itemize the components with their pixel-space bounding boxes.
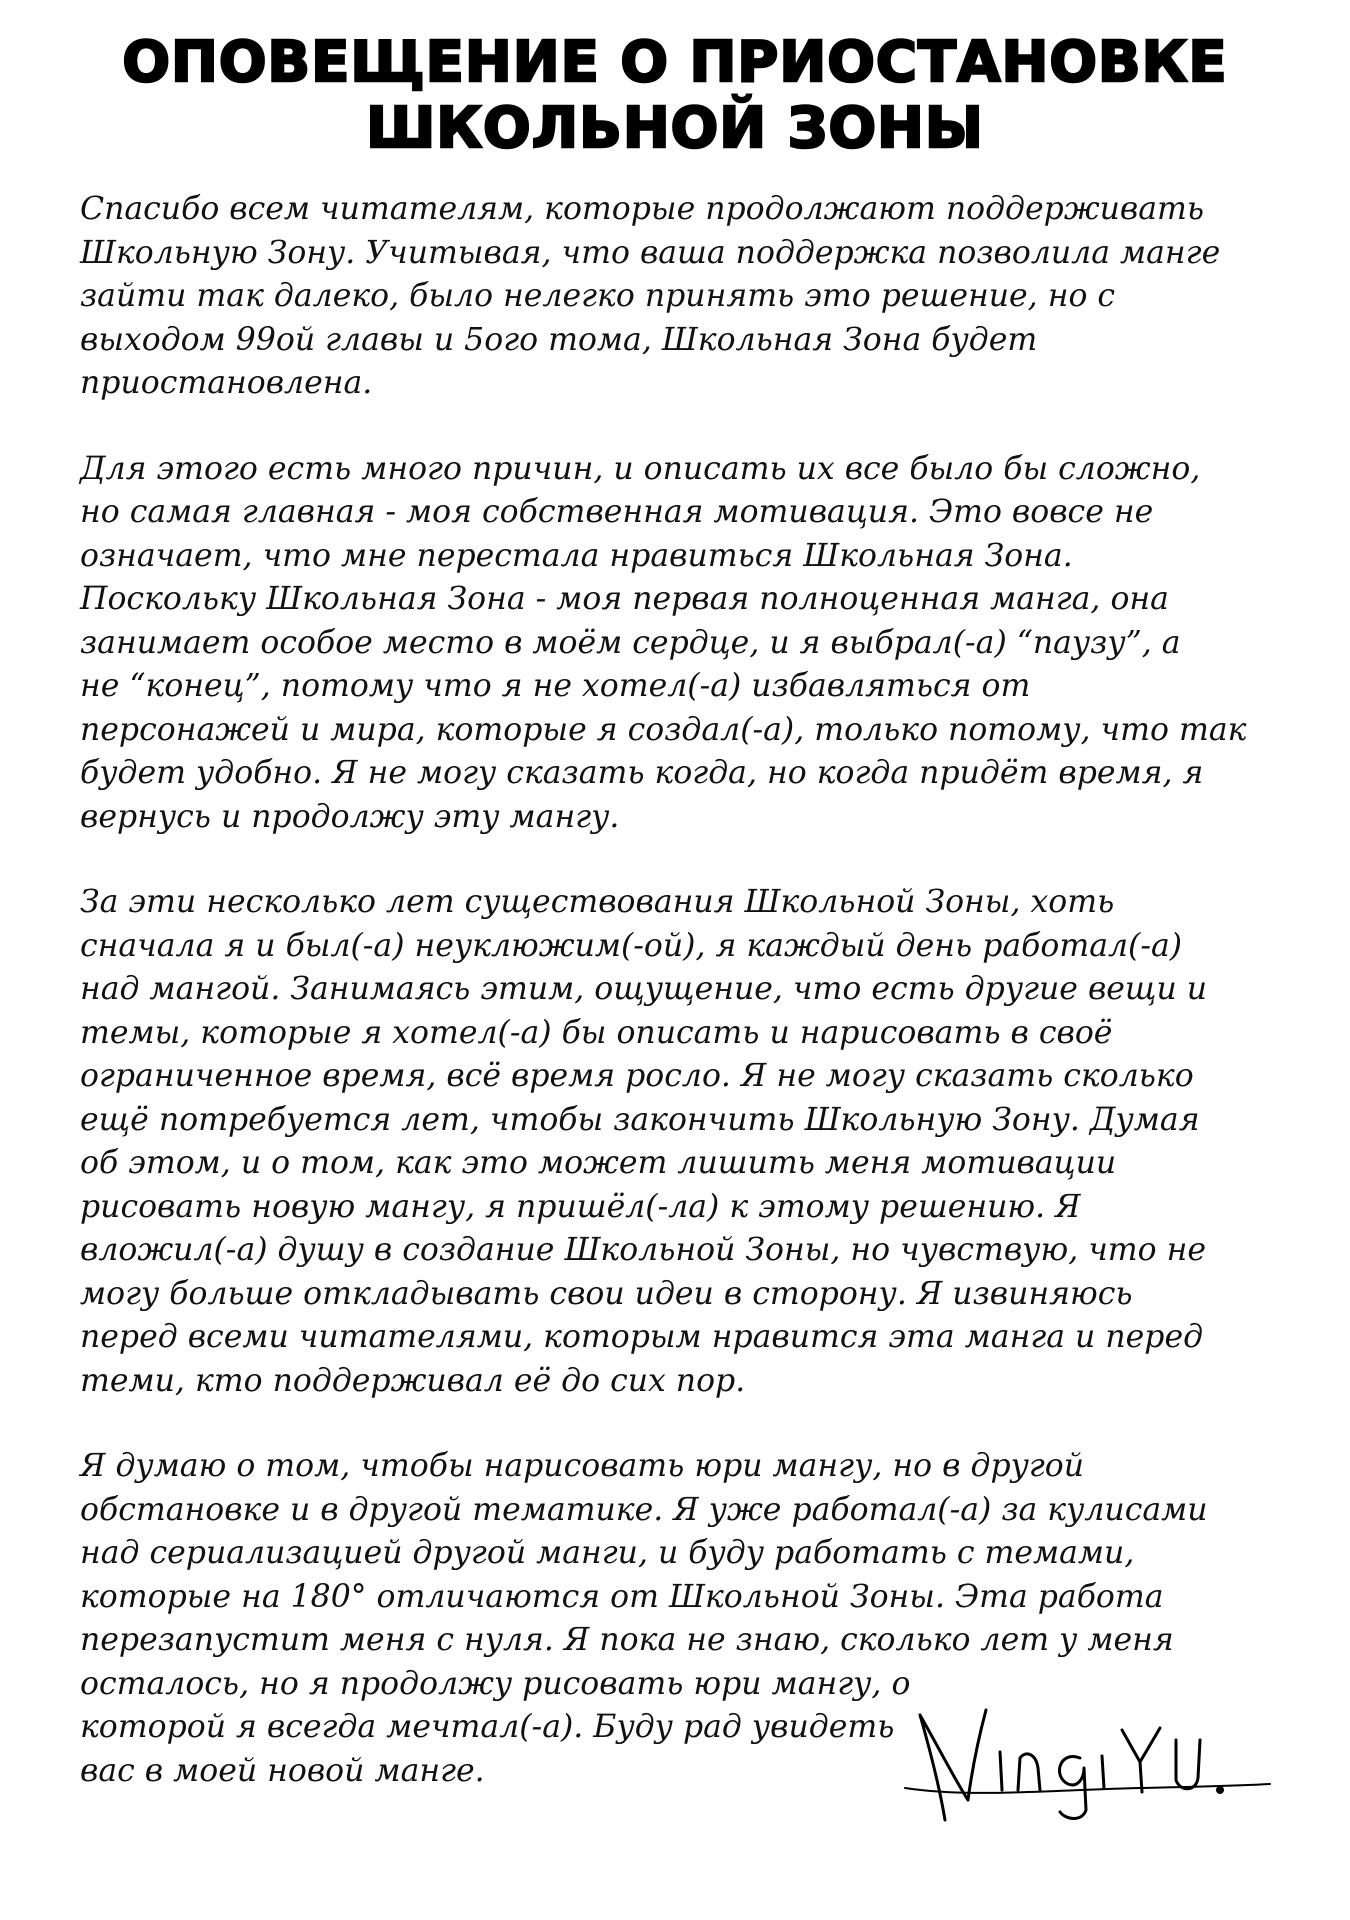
text-line: занимает особое место в моём сердце, и я выбрал(-а) “паузу”, а: [80, 624, 1181, 661]
text-line: над мангой. Занимаясь этим, ощущение, что есть другие вещи и: [80, 971, 1208, 1007]
paragraph-1: [80, 188, 1275, 406]
text-line: над сериализацией другой манги, и буду работать с темами,: [80, 1535, 1135, 1571]
text-line: рисовать новую мангу, я пришёл(-ла) к этому решению. Я: [80, 1188, 1081, 1225]
text-line: перезапустит меня с нуля. Я пока не знаю, сколько лет у меня: [80, 1622, 1174, 1658]
text-line: вас в моей новой манге.: [80, 1752, 485, 1789]
title-line-2: ШКОЛЬНОЙ ЗОНЫ: [366, 96, 984, 161]
text-line: осталось, но я продолжу рисовать юри мангу, о: [80, 1665, 911, 1702]
text-line: вернусь и продолжу эту мангу.: [80, 798, 620, 835]
text-line: могу больше откладывать свои идеи в сторону. Я извиняюсь: [80, 1275, 1133, 1312]
text-line: перед всеми читателями, которым нравится эта манга и перед: [80, 1319, 1204, 1355]
text-line: зайти так далеко, было нелегко принять это решение, но с: [80, 278, 1116, 314]
text-line: Для этого есть много причин, и описать их все было бы сложно,: [80, 450, 1201, 487]
text-line: темы, которые я хотел(-а) бы описать и нарисовать в своё: [80, 1014, 1113, 1051]
text-line: сначала я и был(-а) неуклюжим(-ой), я каждый день работал(-а): [80, 927, 1183, 964]
text-line: об этом, и о том, как это может лишить меня мотивации: [80, 1145, 1117, 1181]
paragraph-3: [80, 881, 1275, 1403]
text-line: которые на 180° отличаются от Школьной Зоны. Эта работа: [80, 1578, 1164, 1615]
text-line: приостановлена.: [80, 365, 373, 401]
text-line: За эти несколько лет существования Школьной Зоны, хоть: [80, 884, 1115, 920]
text-line: Спасибо всем читателям, которые продолжают поддерживать: [80, 191, 1205, 227]
text-line: Я думаю о том, чтобы нарисовать юри мангу, но в другой: [80, 1448, 1085, 1484]
text-line: Школьную Зону. Учитывая, что ваша поддержка позволила манге: [80, 234, 1221, 271]
notice-body: [80, 188, 1275, 1835]
text-line: будет удобно. Я не могу сказать когда, но когда придёт время, я: [80, 755, 1204, 791]
text-line: не “конец”, потому что я не хотел(-а) избавляться от: [80, 668, 1031, 704]
text-line: обстановке и в другой тематике. Я уже работал(-а) за кулисами: [80, 1491, 1208, 1528]
text-line: но самая главная - моя собственная мотивация. Это вовсе не: [80, 494, 1154, 530]
text-line: Поскольку Школьная Зона - моя первая полноценная манга, она: [80, 581, 1169, 617]
paragraph-2: [80, 448, 1275, 840]
page-title: [0, 30, 1350, 162]
text-line: выходом 99ой главы и 5ого тома, Школьная Зона будет: [80, 321, 1038, 358]
text-line: вложил(-а) душу в создание Школьной Зоны, но чувствую, что не: [80, 1232, 1207, 1268]
text-line: которой я всегда мечтал(-а). Буду рад увидеть: [80, 1709, 895, 1745]
text-line: персонажей и мира, которые я создал(-а), только потому, что так: [80, 711, 1247, 748]
text-line: ещё потребуется лет, чтобы закончить Школьную Зону. Думая: [80, 1101, 1200, 1138]
text-line: означает, что мне перестала нравиться Школьная Зона.: [80, 537, 1073, 574]
handwritten-signature: [890, 1680, 1290, 1840]
title-line-1: ОПОВЕЩЕНИЕ О ПРИОСТАНОВКЕ: [122, 30, 1228, 95]
text-line: теми, кто поддерживал её до сих пор.: [80, 1362, 746, 1399]
text-line: ограниченное время, всё время росло. Я не могу сказать сколько: [80, 1058, 1194, 1094]
